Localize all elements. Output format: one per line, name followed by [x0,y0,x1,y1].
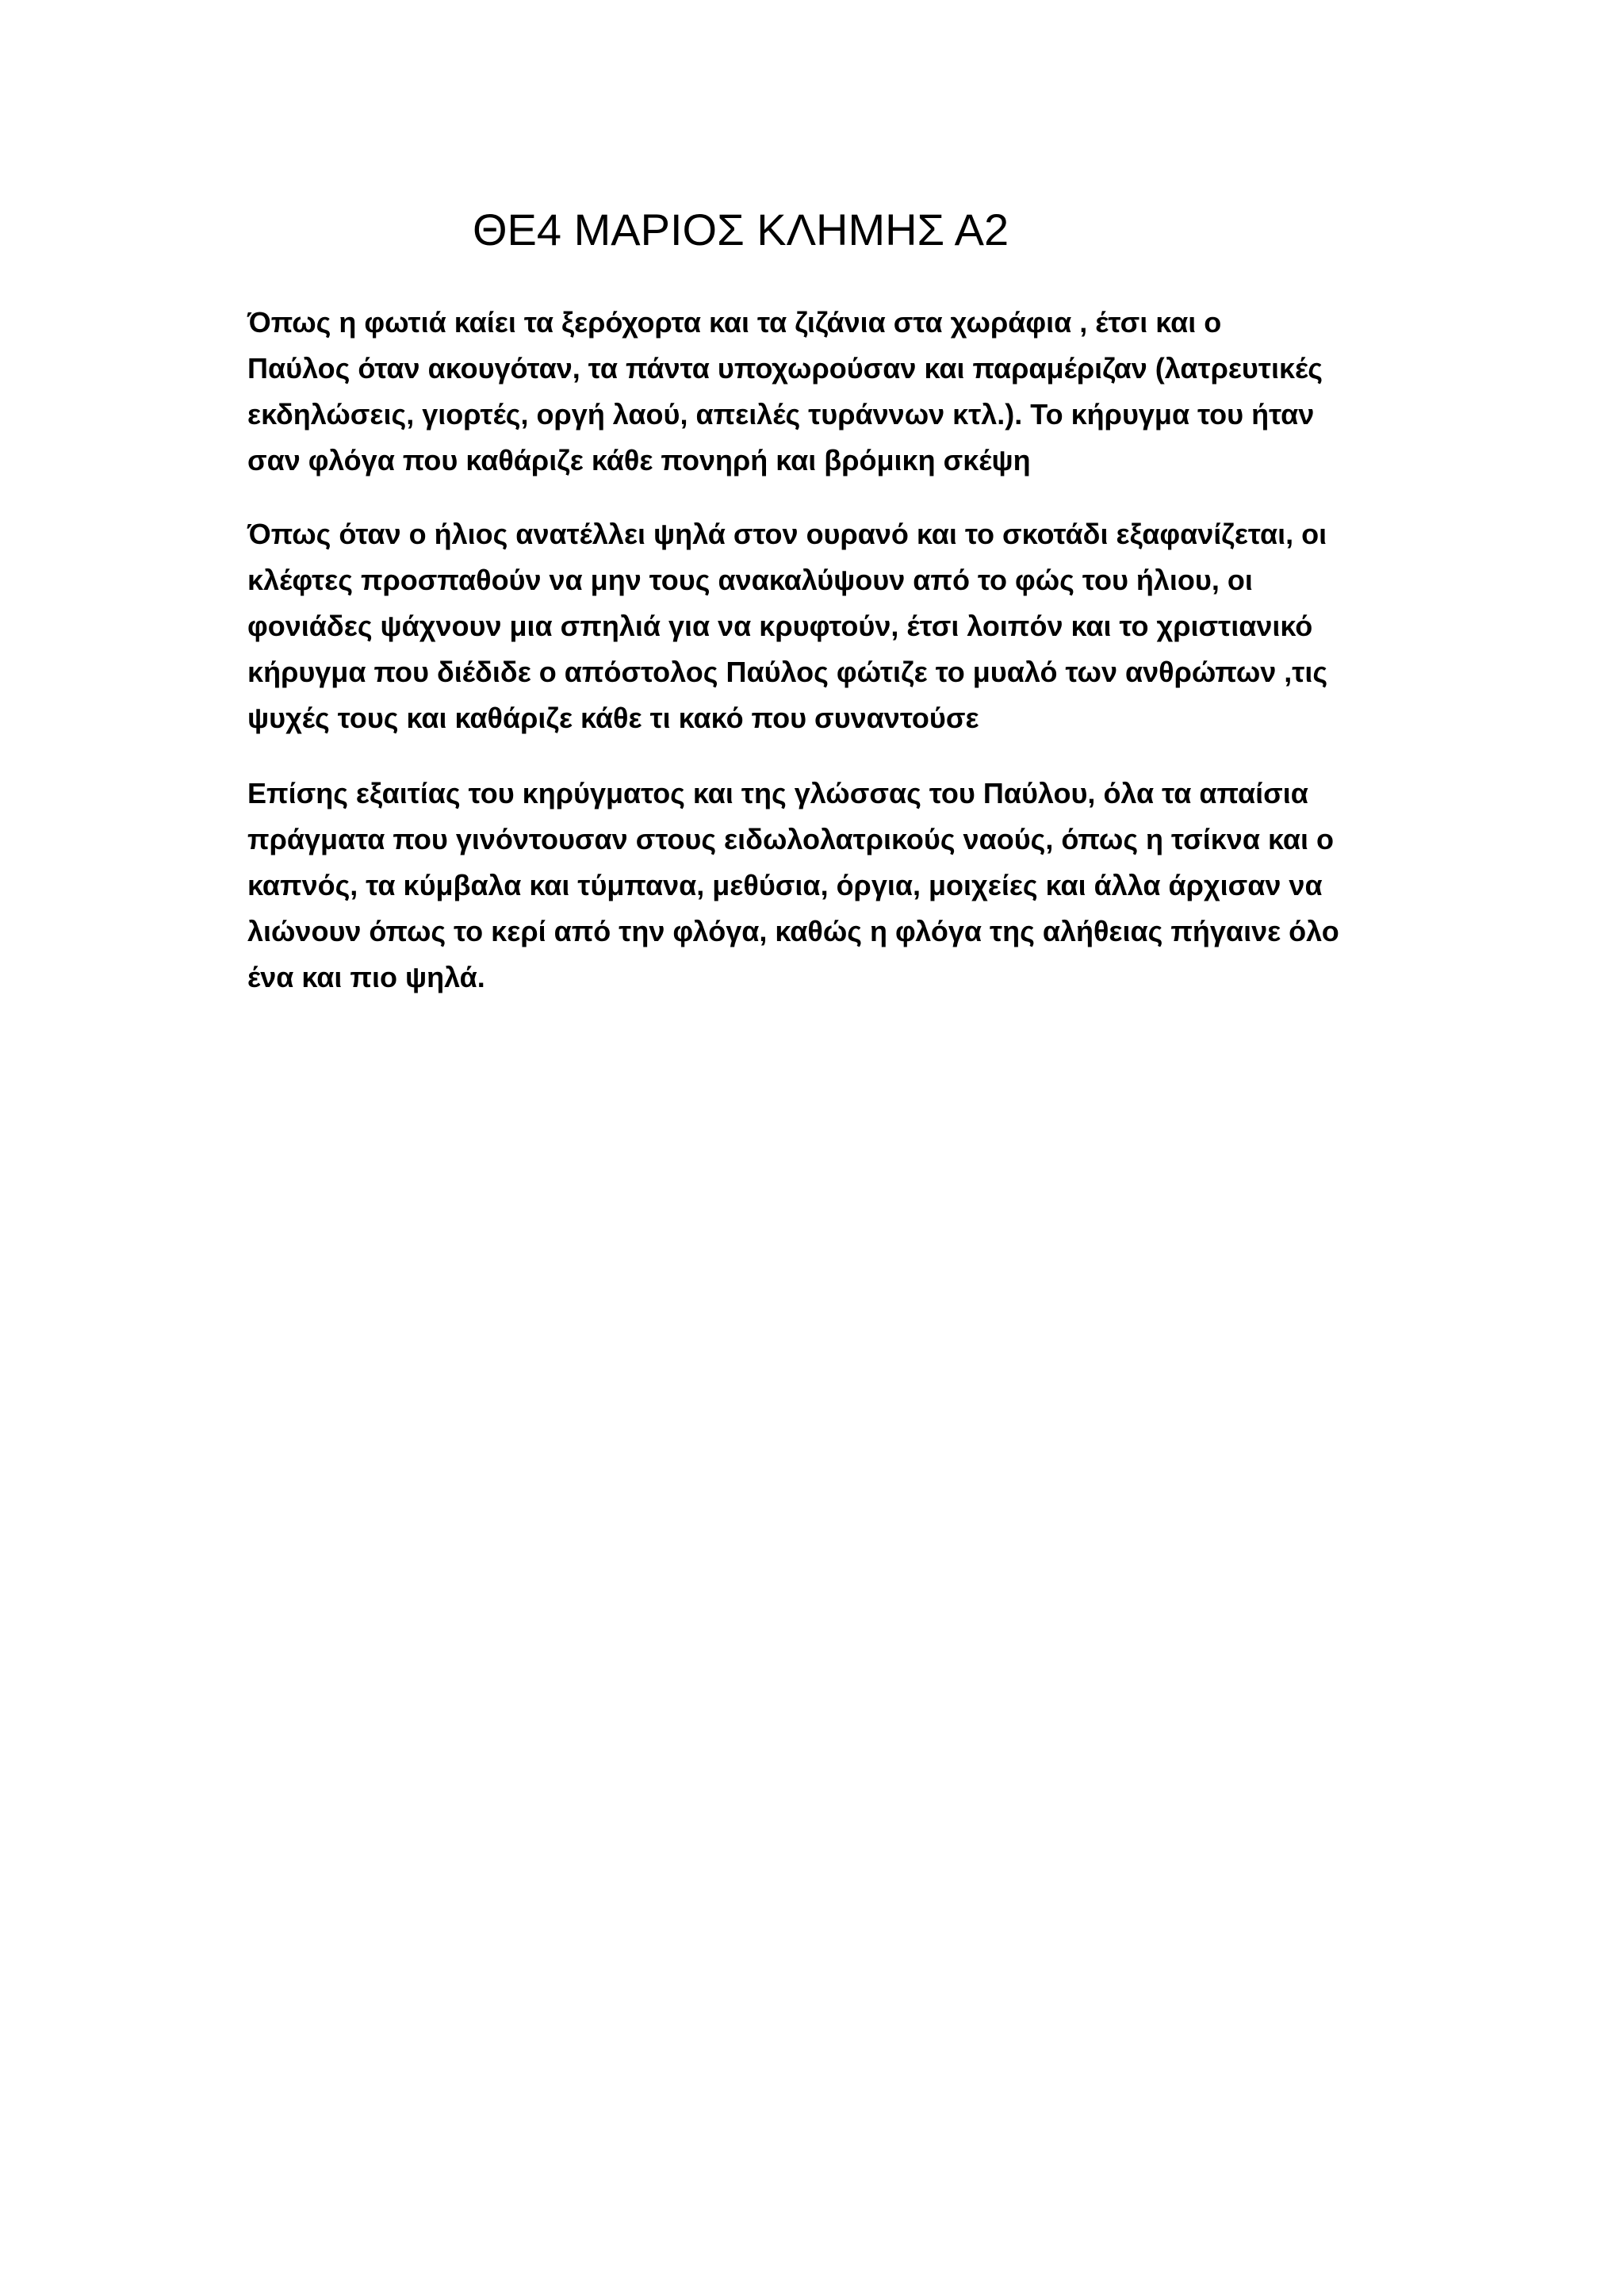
paragraph-line: πράγματα που γινόντουσαν στους ειδωλολατρικούς ναούς, όπως η τσίκνα και ο [247,823,1334,855]
paragraph-line: λιώνουν όπως το κερί από την φλόγα, καθώς η φλόγα της αλήθειας πήγαινε όλο [247,915,1339,947]
paragraph-line: κλέφτες προσπαθούν να μην τους ανακαλύψουν από το φώς του ήλιου, οι [247,564,1253,596]
paragraph-3 [247,771,1389,1001]
paragraph-line: Επίσης εξαιτίας του κηρύγματος και της γλώσσας του Παύλου, όλα τα απαίσια [247,777,1308,809]
paragraph-line: καπνός, τα κύμβαλα και τύμπανα, μεθύσια, όργια, μοιχείες και άλλα άρχισαν να [247,869,1323,901]
paragraph-line: Παύλος όταν ακουγόταν, τα πάντα υποχωρούσαν και παραμέριζαν (λατρευτικές [247,352,1323,385]
paragraph-line: σαν φλόγα που καθάριζε κάθε πονηρή και βρόμικη σκέψη [247,444,1031,476]
paragraph-2 [247,511,1389,741]
paragraph-line: φονιάδες ψάχνουν μια σπηλιά για να κρυφτούν, έτσι λοιπόν και το χριστιανικό [247,610,1313,642]
paragraph-line: ψυχές τους και καθάριζε κάθε τι κακό που συναντούσε [247,702,979,734]
paragraph-line: Όπως η φωτιά καίει τα ξερόχορτα και τα ζιζάνια στα χωράφια , έτσι και ο [247,306,1222,339]
paragraph-line: κήρυγμα που διέδιδε ο απόστολος Παύλος φώτιζε το μυαλό των ανθρώπων ,τις [247,656,1328,688]
paragraph-line: εκδηλώσεις, γιορτές, οργή λαού, απειλές τυράννων κτλ.). Το κήρυγμα του ήταν [247,398,1315,430]
document-title: ΘΕ4 ΜΑΡΙΟΣ ΚΛΗΜΗΣ Α2 [473,205,1009,254]
paragraph-line: ένα και πιο ψηλά. [247,961,485,993]
paragraph-1 [247,300,1389,484]
paragraph-line: Όπως όταν ο ήλιος ανατέλλει ψηλά στον ουρανό και το σκοτάδι εξαφανίζεται, οι [247,518,1327,550]
